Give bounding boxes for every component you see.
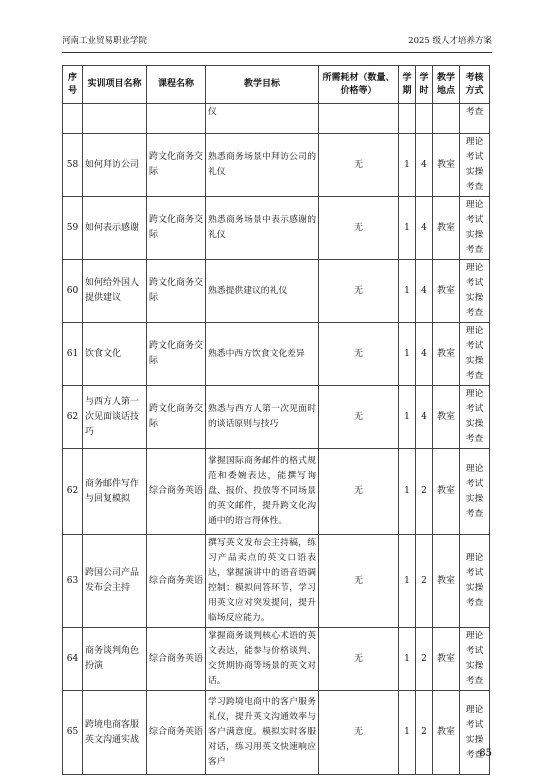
hours-cell: 4	[416, 386, 433, 449]
table-row	[63, 535, 490, 628]
assessment-line: 考查	[465, 434, 484, 444]
table-row	[63, 449, 490, 535]
goal-cell: 撰写英文发布会主持稿，练习产品卖点的英文口语表达，掌握演讲中的语音语调控制；模拟问答环节，学习用英文应对突发提问，提升临场反应能力。	[206, 535, 319, 628]
place-cell: 教室	[433, 197, 460, 260]
place-cell: 教室	[433, 323, 460, 386]
assessment-line: 考试	[465, 478, 484, 489]
goal-cell: 熟悉商务场景中拜访公司的礼仪	[206, 134, 319, 197]
term-cell: 1	[399, 691, 416, 775]
term-cell: 1	[399, 323, 416, 386]
hours-cell: 4	[416, 134, 433, 197]
term-cell: 1	[399, 260, 416, 323]
assessment-line: 理论	[465, 137, 484, 147]
assessment-line: 理论	[465, 553, 484, 563]
row-number: 60	[63, 260, 83, 323]
project-name: 商务邮件写作与回复模拟	[83, 449, 147, 535]
assessment-line: 实操	[465, 493, 484, 504]
assessment-line: 考查	[465, 598, 484, 608]
assessment-line: 实操	[465, 734, 484, 745]
assessment-line: 实操	[465, 167, 484, 177]
hours-cell: 4	[416, 323, 433, 386]
goal-cell: 学习跨境电商中的客户服务礼仪，提升英文沟通效率与客户满意度。模拟实时客服对话，练习用英文快速响应客户	[206, 691, 319, 775]
header-cell: 所需耗材（数量、价格等）	[319, 66, 399, 104]
row-number: 64	[63, 628, 83, 691]
term-cell: 1	[399, 535, 416, 628]
assessment-line: 考查	[465, 308, 484, 318]
hours-cell: 2	[416, 449, 433, 535]
assessment-line: 实操	[465, 230, 484, 240]
assessment-line: 理论	[465, 463, 484, 474]
table-cell	[433, 104, 460, 134]
table-row	[63, 323, 490, 386]
assessment-line: 实操	[465, 419, 484, 429]
table-row	[63, 134, 490, 197]
table-cell	[83, 104, 147, 134]
place-cell: 教室	[433, 134, 460, 197]
assessment-line: 考试	[465, 404, 484, 414]
course-name: 跨文化商务交际	[147, 386, 206, 449]
assessment-line: 理论	[465, 704, 484, 715]
assessment-line: 考试	[465, 215, 484, 225]
assessment-line: 理论	[465, 200, 484, 210]
goal-cell: 熟悉中西方饮食文化差异	[206, 323, 319, 386]
materials-cell: 无	[319, 197, 399, 260]
page-header	[62, 34, 492, 48]
goal-cell: 掌握商务谈判核心术语的英文表达，能参与价格谈判、交货期协商等场景的英文对话。	[206, 628, 319, 691]
table-row	[63, 628, 490, 691]
course-name: 综合商务英语	[147, 691, 206, 775]
row-number: 65	[63, 691, 83, 775]
project-name: 商务谈判角色扮演	[83, 628, 147, 691]
table-cell	[319, 104, 399, 134]
assessment-line: 考查	[465, 245, 484, 255]
table-row	[63, 691, 490, 775]
course-name: 综合商务英语	[147, 449, 206, 535]
course-name: 综合商务英语	[147, 535, 206, 628]
table-cell	[416, 104, 433, 134]
project-name: 与西方人第一次见面谈话技巧	[83, 386, 147, 449]
goal-cell: 掌握国际商务邮件的格式规范和委婉表达，能撰写询盘、报价、投放等不同场景的英文邮件，提升跨文化沟通中的语言得体性。	[206, 449, 319, 535]
assessment-line: 实操	[465, 661, 484, 671]
table-cell	[147, 104, 206, 134]
school-name: 河南工业贸易职业学院	[62, 36, 148, 46]
place-cell: 教室	[433, 260, 460, 323]
term-cell: 1	[399, 449, 416, 535]
term-cell: 1	[399, 197, 416, 260]
header-cell: 考核方式	[460, 66, 490, 104]
course-name: 综合商务英语	[147, 628, 206, 691]
assessment-line: 考查	[465, 182, 484, 192]
materials-cell: 无	[319, 134, 399, 197]
header-cell: 序号	[63, 66, 83, 104]
assessment-line: 考试	[465, 568, 484, 578]
assessment-line: 考查	[465, 508, 484, 519]
hours-cell: 2	[416, 535, 433, 628]
hours-cell: 4	[416, 260, 433, 323]
assessment-cell	[460, 323, 490, 386]
row-number: 62	[63, 449, 83, 535]
row-number: 59	[63, 197, 83, 260]
place-cell: 教室	[433, 691, 460, 775]
course-name: 跨文化商务交际	[147, 323, 206, 386]
materials-cell: 无	[319, 628, 399, 691]
place-cell: 教室	[433, 449, 460, 535]
assessment-cell	[460, 535, 490, 628]
project-name: 如何给外国人提供建议	[83, 260, 147, 323]
header-divider	[62, 52, 492, 53]
goal-cell: 仪	[206, 104, 319, 134]
project-name: 如何表示感谢	[83, 197, 147, 260]
assessment-line: 考查	[465, 676, 484, 686]
assessment-line: 考试	[465, 646, 484, 656]
materials-cell: 无	[319, 260, 399, 323]
hours-cell: 4	[416, 197, 433, 260]
header-cell: 实训项目名称	[83, 66, 147, 104]
term-cell: 1	[399, 628, 416, 691]
header-cell: 学时	[416, 66, 433, 104]
goal-cell: 熟悉与西方人第一次见面时的谈话原则与技巧	[206, 386, 319, 449]
course-name: 跨文化商务交际	[147, 197, 206, 260]
assessment-line: 考试	[465, 719, 484, 730]
course-name: 跨文化商务交际	[147, 260, 206, 323]
materials-cell: 无	[319, 323, 399, 386]
assessment-cell	[460, 386, 490, 449]
assessment-line: 实操	[465, 583, 484, 593]
materials-cell: 无	[319, 449, 399, 535]
row-number: 62	[63, 386, 83, 449]
header-cell: 教学地点	[433, 66, 460, 104]
header-cell: 教学目标	[206, 66, 319, 104]
training-table	[62, 65, 490, 775]
hours-cell: 2	[416, 628, 433, 691]
place-cell: 教室	[433, 535, 460, 628]
assessment-line: 实操	[465, 356, 484, 366]
project-name: 跨境电商客服英文沟通实战	[83, 691, 147, 775]
project-name: 饮食文化	[83, 323, 147, 386]
assessment-line: 考试	[465, 341, 484, 351]
page-number: 85	[479, 748, 492, 759]
assessment-cell	[460, 691, 490, 775]
assessment-line: 考试	[465, 278, 484, 288]
assessment-line: 考试	[465, 152, 484, 162]
assessment-cell	[460, 104, 490, 134]
table-row	[63, 386, 490, 449]
assessment-cell	[460, 449, 490, 535]
row-number: 61	[63, 323, 83, 386]
term-cell: 1	[399, 386, 416, 449]
term-cell: 1	[399, 134, 416, 197]
header-cell: 学期	[399, 66, 416, 104]
place-cell: 教室	[433, 386, 460, 449]
assessment-cell	[460, 134, 490, 197]
assessment-cell	[460, 260, 490, 323]
materials-cell: 无	[319, 386, 399, 449]
table-row-continuation	[63, 104, 490, 134]
header-cell: 课程名称	[147, 66, 206, 104]
table-row	[63, 197, 490, 260]
hours-cell: 2	[416, 691, 433, 775]
assessment-line: 考查	[465, 371, 484, 381]
assessment-line: 理论	[465, 326, 484, 336]
assessment-line: 理论	[465, 389, 484, 399]
table-header-row	[63, 66, 490, 104]
row-number: 63	[63, 535, 83, 628]
table-row	[63, 260, 490, 323]
assessment-line: 考查	[465, 749, 484, 760]
materials-cell: 无	[319, 535, 399, 628]
place-cell: 教室	[433, 628, 460, 691]
assessment-line: 理论	[465, 263, 484, 273]
row-number: 58	[63, 134, 83, 197]
project-name: 如何拜访公司	[83, 134, 147, 197]
assessment-line: 理论	[465, 631, 484, 641]
assessment-cell	[460, 628, 490, 691]
assessment-cell	[460, 197, 490, 260]
course-name: 跨文化商务交际	[147, 134, 206, 197]
goal-cell: 熟悉商务场景中表示感谢的礼仪	[206, 197, 319, 260]
table-cell	[63, 104, 83, 134]
assessment-line: 考查	[465, 107, 484, 117]
document-title: 2025 级人才培养方案	[408, 36, 492, 46]
goal-cell: 熟悉提供建议的礼仪	[206, 260, 319, 323]
assessment-line: 实操	[465, 293, 484, 303]
table-cell	[399, 104, 416, 134]
materials-cell: 无	[319, 691, 399, 775]
project-name: 跨国公司产品发布会主持	[83, 535, 147, 628]
